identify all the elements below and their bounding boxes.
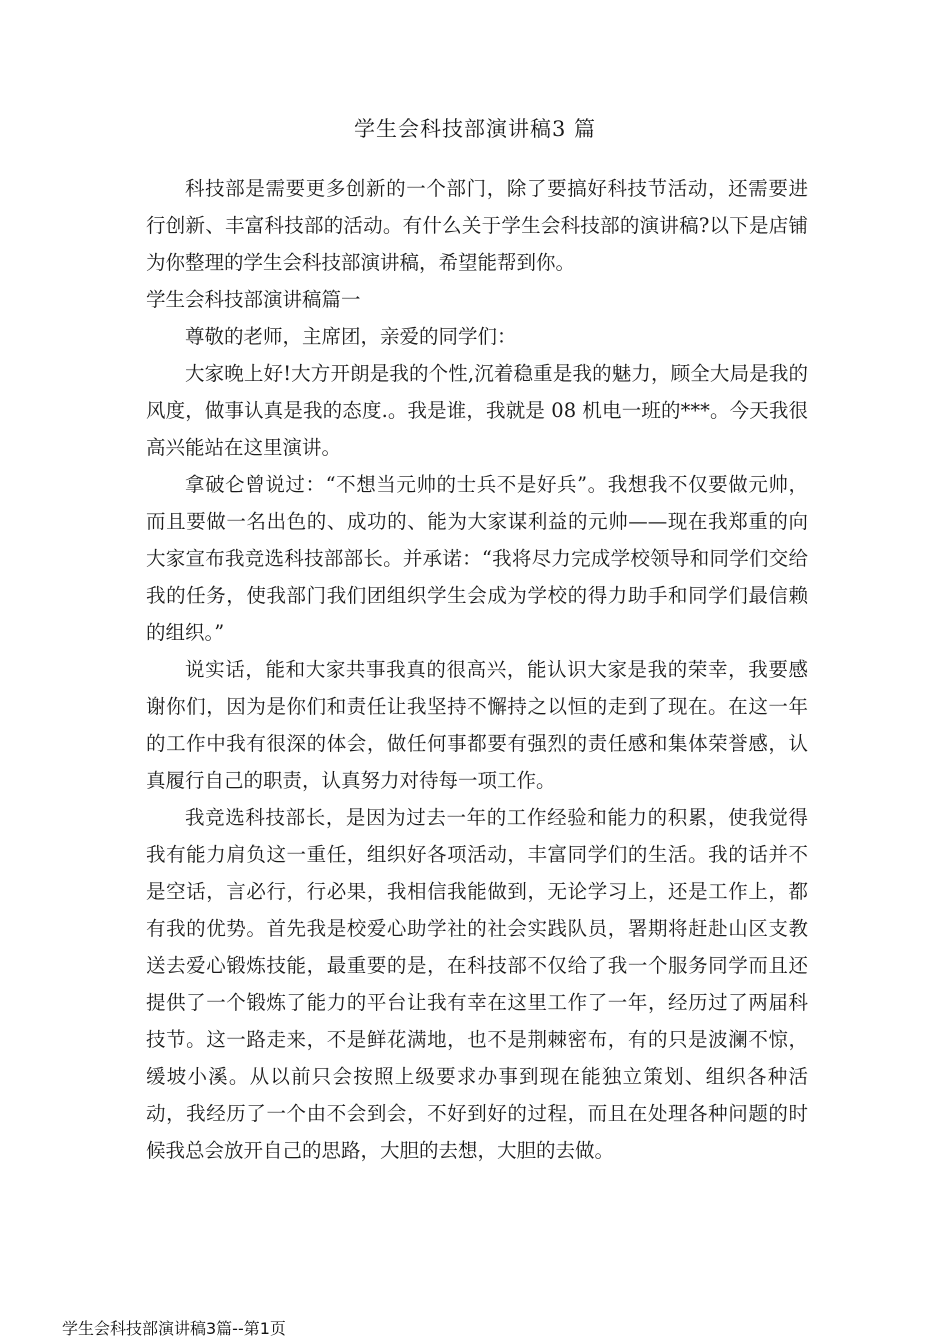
paragraph-intro: 科技部是需要更多创新的一个部门，除了要搞好科技节活动，还需要进行创新、丰富科技部的活动。有什么关于学生会科技部的演讲稿?以下是店铺为你整理的学生会科技部演讲稿，希望能帮到你。 (146, 177, 808, 274)
paragraph: 拿破仑曾说过：“不想当元帅的士兵不是好兵”。我想我不仅要做元帅，而且要做一名出色的、成功的、能为大家谋利益的元帅——现在我郑重的向大家宣布我竞选科技部部长。并承诺：“我将尽力完成学校领导和同学们交给我的任务，使我部门我们团组织学生会成为学校的得力助手和同学们最信赖的组织。” (146, 473, 808, 644)
page-footer: 学生会科技部演讲稿3篇--第1页 (62, 1319, 286, 1338)
document-title: 学生会科技部演讲稿3 篇 (353, 117, 597, 141)
paragraph-salutation: 尊敬的老师，主席团，亲爱的同学们： (185, 325, 517, 348)
section-heading: 学生会科技部演讲稿篇一 (146, 288, 361, 311)
document-body (146, 170, 808, 1169)
paragraph: 我竞选科技部长，是因为过去一年的工作经验和能力的积累，使我觉得我有能力肩负这一重任，组织好各项活动，丰富同学们的生活。我的话并不是空话，言必行，行必果，我相信我能做到，无论学习上，还是工作上，都有我的优势。首先我是校爱心助学社的社会实践队员，署期将赶赴山区支教送去爱心锻炼技能，最重要的是，在科技部不仅给了我一个服务同学而且还提供了一个锻炼了能力的平台让我有幸在这里工作了一年，经历过了两届科技节。这一路走来，不是鲜花满地，也不是荆棘密布，有的只是波澜不惊，缓坡小溪。从以前只会按照上级要求办事到现在能独立策划、组织各种活动，我经历了一个由不会到会，不好到好的过程，而且在处理各种问题的时候我总会放开自己的思路，大胆的去想，大胆的去做。 (146, 806, 808, 1162)
paragraph: 说实话，能和大家共事我真的很高兴，能认识大家是我的荣幸，我要感谢你们，因为是你们和责任让我坚持不懈持之以恒的走到了现在。在这一年的工作中我有很深的体会，做任何事都要有强烈的责任感和集体荣誉感，认真履行自己的职责，认真努力对待每一项工作。 (146, 658, 808, 792)
paragraph: 大家晚上好!大方开朗是我的个性,沉着稳重是我的魅力，顾全大局是我的风度，做事认真是我的态度.。我是谁，我就是 08 机电一班的***。今天我很高兴能站在这里演讲。 (146, 362, 808, 459)
